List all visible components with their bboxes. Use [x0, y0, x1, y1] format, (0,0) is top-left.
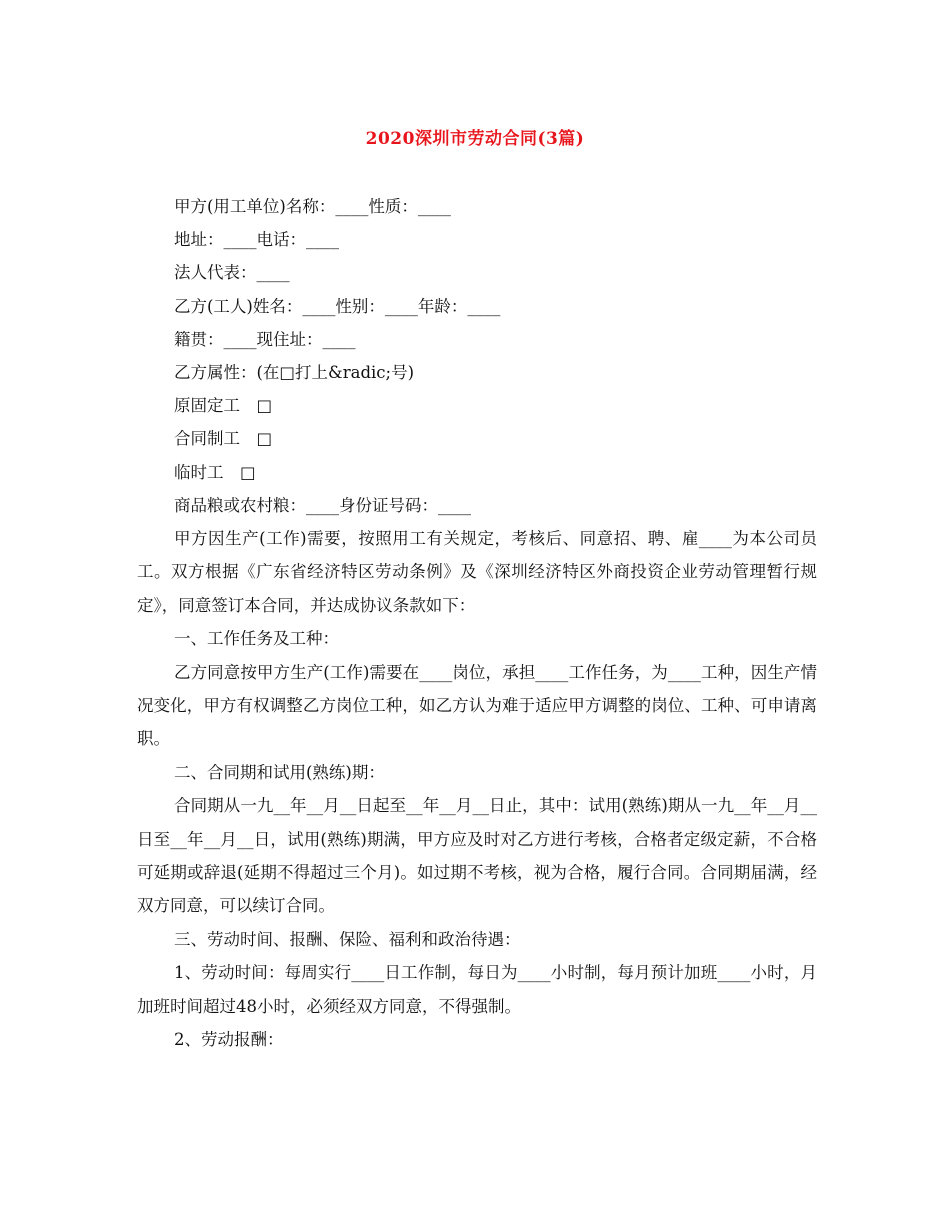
paragraph-intro: 甲方因生产(工作)需要，按照用工有关规定，考核后、同意招、聘、雇____为本公司员工。双方根据《广东省经济特区劳动条例》及《深圳经济特区外商投资企业劳动管理暂行规定》，同意签订本合同，并达成协议条款如下：: [137, 528, 817, 615]
section-heading-2: 二、合同期和试用(熟练)期：: [174, 762, 385, 782]
field-native-place: 籍贯：____现住址：____: [174, 329, 356, 349]
option-contract-worker: 合同制工 □: [174, 429, 273, 449]
paragraph-section-1: 乙方同意按甲方生产(工作)需要在____岗位，承担____工作任务，为____工种，因生产情况变化，甲方有权调整乙方岗位工种，如乙方认为难于适应甲方调整的岗位、工种、可申请离职。: [137, 662, 817, 749]
option-permanent-worker: 原固定工 □: [174, 396, 273, 416]
field-grain-and-id: 商品粮或农村粮：____身份证号码：____: [174, 495, 471, 515]
paragraph-remuneration: 2、劳动报酬：: [174, 1029, 284, 1049]
field-address: 地址：____电话：____: [174, 230, 339, 250]
field-legal-representative: 法人代表：____: [174, 263, 290, 283]
paragraph-section-2: 合同期从一九__年__月__日起至__年__月__日止，其中：试用(熟练)期从一九__年__月__日至__年__月__日，试用(熟练)期满，甲方应及时对乙方进行考核，合格者定级定薪，不合格可延期或辞退(延期不得超过三个月)。如过期不考核，视为合格，履行合同。合同期届满，经双方同意，可以续订合同。: [137, 796, 817, 916]
document-title: 2020深圳市劳动合同(3篇): [365, 129, 585, 149]
paragraph-working-hours: 1、劳动时间：每周实行____日工作制，每日为____小时制，每月预计加班____小时，月加班时间超过48小时，必须经双方同意，不得强制。: [137, 963, 817, 1016]
section-heading-1: 一、工作任务及工种：: [174, 629, 339, 649]
field-party-b-name: 乙方(工人)姓名：____性别：____年龄：____: [174, 296, 501, 316]
section-heading-3: 三、劳动时间、报酬、保险、福利和政治待遇：: [174, 929, 521, 949]
field-party-a-name: 甲方(用工单位)名称：____性质：____: [174, 197, 451, 216]
contract-body: [137, 190, 817, 1056]
field-party-b-attribute: 乙方属性：(在□打上&radic;号): [174, 362, 415, 382]
option-temporary-worker: 临时工 □: [174, 462, 256, 482]
